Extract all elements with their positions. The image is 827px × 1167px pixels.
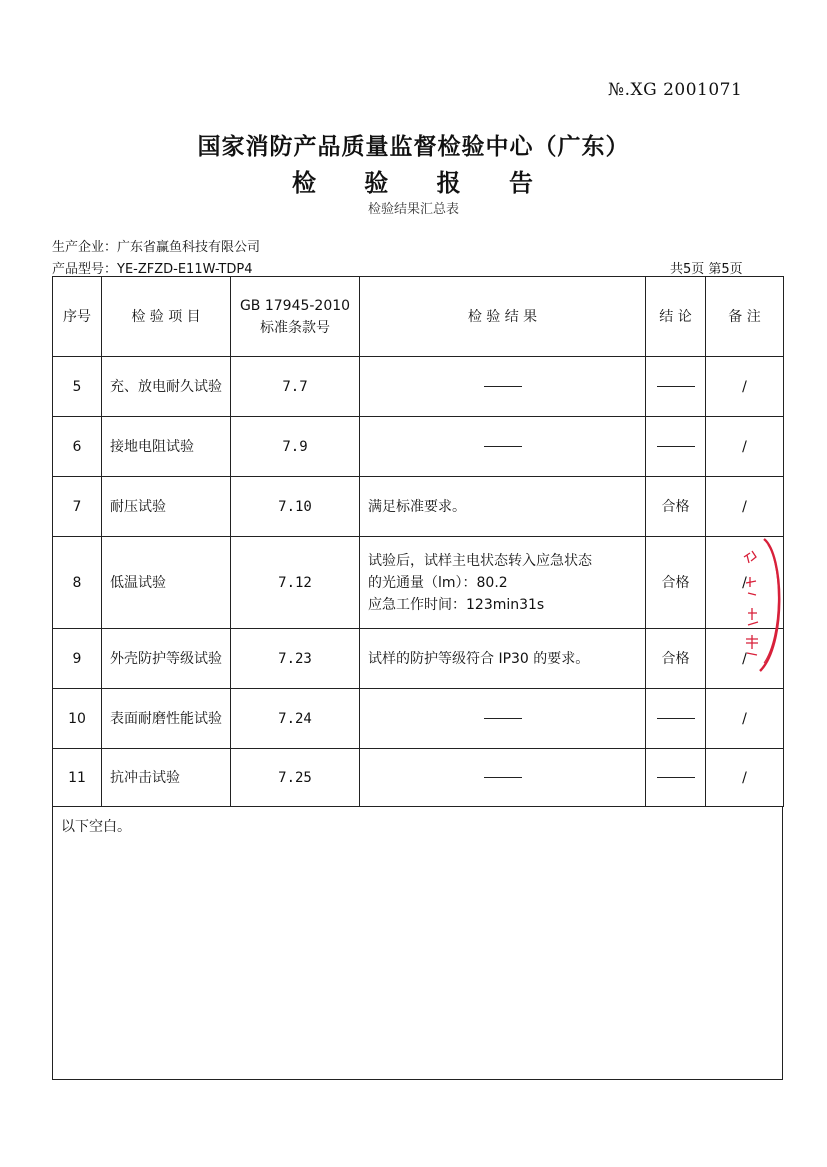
result-line: 的光通量（lm）：80.2 <box>368 574 508 591</box>
table-header-row <box>53 277 784 357</box>
table-row <box>53 689 784 749</box>
row-item: 外壳防护等级试验 <box>102 629 231 689</box>
row-remark: / <box>706 417 784 477</box>
result-line: 应急工作时间：123min31s <box>368 596 545 613</box>
seal-stamp-icon <box>738 535 786 675</box>
report-number: №.XG 2001071 <box>608 80 743 100</box>
page-info: 共5页 第5页 <box>670 262 743 277</box>
empty-dash <box>657 446 695 447</box>
row-result <box>360 749 646 807</box>
header-no: 序号 <box>53 277 102 357</box>
row-remark: / <box>706 537 784 629</box>
row-clause: 7.12 <box>231 537 360 629</box>
table-row <box>53 749 784 807</box>
empty-dash <box>484 718 522 719</box>
report-subtitle: 检验结果汇总表 <box>367 202 459 217</box>
row-result: 试样的防护等级符合 IP30 的要求。 <box>360 629 646 689</box>
empty-dash <box>657 718 695 719</box>
row-result <box>360 357 646 417</box>
row-remark: / <box>706 357 784 417</box>
row-item: 接地电阻试验 <box>102 417 231 477</box>
table-row <box>53 477 784 537</box>
header-clause-line1: GB 17945-2010 <box>239 297 351 314</box>
row-clause: 7.24 <box>231 689 360 749</box>
row-item: 耐压试验 <box>102 477 231 537</box>
blank-note-area <box>52 806 783 1080</box>
row-remark: / <box>706 749 784 807</box>
row-result <box>360 689 646 749</box>
row-result: 满足标准要求。 <box>360 477 646 537</box>
row-item: 表面耐磨性能试验 <box>102 689 231 749</box>
row-clause: 7.7 <box>231 357 360 417</box>
empty-dash <box>484 777 522 778</box>
row-clause: 7.23 <box>231 629 360 689</box>
row-result <box>360 417 646 477</box>
table-row <box>53 417 784 477</box>
table-row <box>53 629 784 689</box>
row-result <box>360 537 646 629</box>
row-clause: 7.10 <box>231 477 360 537</box>
row-no: 9 <box>53 629 102 689</box>
row-no: 10 <box>53 689 102 749</box>
organization-title: 国家消防产品质量监督检验中心（广东） <box>197 134 630 160</box>
header-conclusion: 结 论 <box>646 277 706 357</box>
table-row <box>53 357 784 417</box>
row-clause: 7.9 <box>231 417 360 477</box>
model-line: 产品型号：YE-ZFZD-E11W-TDP4 <box>52 262 253 277</box>
header-clause <box>231 277 360 357</box>
header-item: 检 验 项 目 <box>102 277 231 357</box>
empty-dash <box>657 777 695 778</box>
row-remark: / <box>706 629 784 689</box>
row-item: 低温试验 <box>102 537 231 629</box>
report-title: 检 验 报 告 <box>291 169 554 197</box>
row-conclusion: 合格 <box>646 537 706 629</box>
row-conclusion: 合格 <box>646 629 706 689</box>
row-conclusion <box>646 689 706 749</box>
row-no: 6 <box>53 417 102 477</box>
row-conclusion <box>646 357 706 417</box>
result-line: 试验后，试样主电状态转入应急状态 <box>368 552 592 569</box>
header-result: 检 验 结 果 <box>360 277 646 357</box>
row-no: 5 <box>53 357 102 417</box>
table-row <box>53 537 784 629</box>
empty-dash <box>657 386 695 387</box>
end-note: 以下空白。 <box>61 819 131 835</box>
empty-dash <box>484 386 522 387</box>
row-conclusion <box>646 749 706 807</box>
row-remark: / <box>706 689 784 749</box>
header-clause-line2: 标准条款号 <box>260 319 330 336</box>
row-clause: 7.25 <box>231 749 360 807</box>
results-table <box>52 276 784 807</box>
row-no: 11 <box>53 749 102 807</box>
enterprise-line: 生产企业：广东省赢鱼科技有限公司 <box>52 240 261 255</box>
row-item: 充、放电耐久试验 <box>102 357 231 417</box>
row-item: 抗冲击试验 <box>102 749 231 807</box>
row-no: 7 <box>53 477 102 537</box>
header-remark: 备 注 <box>706 277 784 357</box>
row-conclusion <box>646 417 706 477</box>
row-no: 8 <box>53 537 102 629</box>
row-conclusion: 合格 <box>646 477 706 537</box>
row-remark: / <box>706 477 784 537</box>
empty-dash <box>484 446 522 447</box>
